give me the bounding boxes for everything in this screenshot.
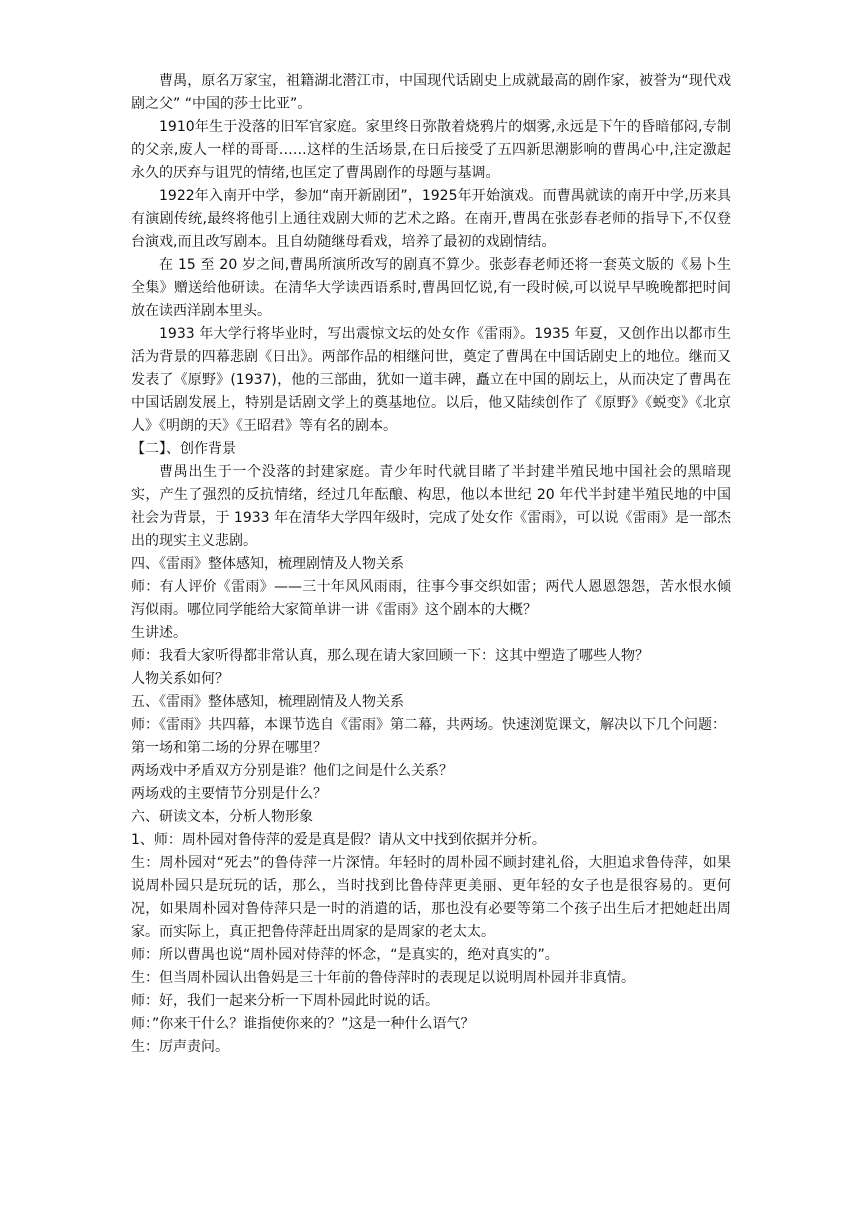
paragraph-1933: 1933 年大学行将毕业时，写出震惊文坛的处女作《雷雨》。1935 年夏，又创作出以都市生活为背景的四幕悲剧《日出》。两部作品的相继问世，奠定了曹禺在中国话剧史上的地位。继而又发表了《原野》(1937)，他的三部曲，犹如一道丰碑，矗立在中国的剧坛上，从而决定了曹禺在中国话剧发展上，特别是话剧文学上的奠基地位。以后，他又陆续创作了《原野》《蜕变》《北京人》《明朗的天》《王昭君》等有名的剧本。 xyxy=(131,326,731,434)
teacher-line: 师：”你来干什么？谁指使你来的？”这是一种什么语气？ xyxy=(131,1016,475,1032)
teacher-line: 师：有人评价《雷雨》——三十年风风雨雨，往事今事交织如雷；两代人恩恩怨怨，苦水恨水倾泻似雨。哪位同学能给大家简单讲一讲《雷雨》这个剧本的大概？ xyxy=(131,579,731,618)
section-heading-6: 六、研读文本，分析人物形象 xyxy=(131,809,313,825)
student-line: 生：厉声责问。 xyxy=(131,1039,229,1055)
section-heading-background: 【二】、创作背景 xyxy=(131,441,236,457)
teacher-line: 师：所以曹禺也说“周朴园对侍萍的怀念，“是真实的，绝对真实的”。 xyxy=(131,947,559,963)
question-line: 人物关系如何？ xyxy=(131,671,229,687)
question-line: 第一场和第二场的分界在哪里？ xyxy=(131,740,327,756)
teacher-line: 1、师：周朴园对鲁侍萍的爱是真是假？请从文中找到依据并分析。 xyxy=(131,832,546,848)
paragraph-1922: 1922年入南开中学，参加“南开新剧团”，1925年开始演戏。而曹禺就读的南开中学,历来具有演剧传统,最终将他引上通往戏剧大师的艺术之路。在南开,曹禺在张彭春老师的指导下,不仅登台演戏,而且改写剧本。且自幼随继母看戏，培养了最初的戏剧情结。 xyxy=(131,188,731,250)
paragraph-background: 曹禺出生于一个没落的封建家庭。青少年时代就目睹了半封建半殖民地中国社会的黑暗现实，产生了强烈的反抗情绪，经过几年酝酿、构思，他以本世纪 20 年代半封建半殖民地的中国社会为背景，于 1933 年在清华大学四年级时，完成了处女作《雷雨》，可以说《雷雨》是一部杰出的现实主义悲剧。 xyxy=(131,464,731,549)
teacher-line: 师：好，我们一起来分析一下周朴园此时说的话。 xyxy=(131,993,439,1009)
document-body xyxy=(131,70,731,1059)
section-heading-5: 五、《雷雨》整体感知，梳理剧情及人物关系 xyxy=(131,694,404,710)
teacher-line: 师：《雷雨》共四幕，本课节选自《雷雨》第二幕，共两场。快速浏览课文，解决以下几个问题： xyxy=(131,717,726,733)
section-heading-4: 四、《雷雨》整体感知，梳理剧情及人物关系 xyxy=(131,556,404,572)
student-line: 生：但当周朴园认出鲁妈是三十年前的鲁侍萍时的表现足以说明周朴园并非真情。 xyxy=(131,970,635,986)
question-line: 两场戏中矛盾双方分别是谁？他们之间是什么关系？ xyxy=(131,763,453,779)
paragraph-1910: 1910年生于没落的旧军官家庭。家里终日弥散着烧鸦片的烟雾,永远是下午的昏暗郁闷,专制的父亲,废人一样的哥哥……这样的生活场景,在日后接受了五四新思潮影响的曹禺心中,注定激起永久的厌弃与诅咒的情绪,也匡定了曹禺剧作的母题与基调。 xyxy=(131,119,731,181)
student-line: 生讲述。 xyxy=(131,625,187,641)
paragraph-age-15-20: 在 15 至 20 岁之间,曹禺所演所改写的剧真不算少。张彭春老师还将一套英文版的《易卜生全集》赠送给他研读。在清华大学读西语系时,曹禺回忆说,有一段时候,可以说早早晚晚都把时间放在读西洋剧本里头。 xyxy=(131,257,731,319)
student-line: 生：周朴园对“死去”的鲁侍萍一片深情。年轻时的周朴园不顾封建礼俗，大胆追求鲁侍萍，如果说周朴园只是玩玩的话，那么，当时找到比鲁侍萍更美丽、更年轻的女子也是很容易的。更何况，如果周朴园对鲁侍萍只是一时的消遣的话，那也没有必要等第二个孩子出生后才把她赶出周家。而实际上，真正把鲁侍萍赶出周家的是周家的老太太。 xyxy=(131,855,731,940)
question-line: 两场戏的主要情节分别是什么？ xyxy=(131,786,327,802)
teacher-line: 师：我看大家听得都非常认真，那么现在请大家回顾一下：这其中塑造了哪些人物？ xyxy=(131,648,649,664)
paragraph-intro: 曹禺，原名万家宝，祖籍湖北潜江市，中国现代话剧史上成就最高的剧作家，被誉为“现代戏剧之父” “中国的莎士比亚”。 xyxy=(131,73,731,112)
